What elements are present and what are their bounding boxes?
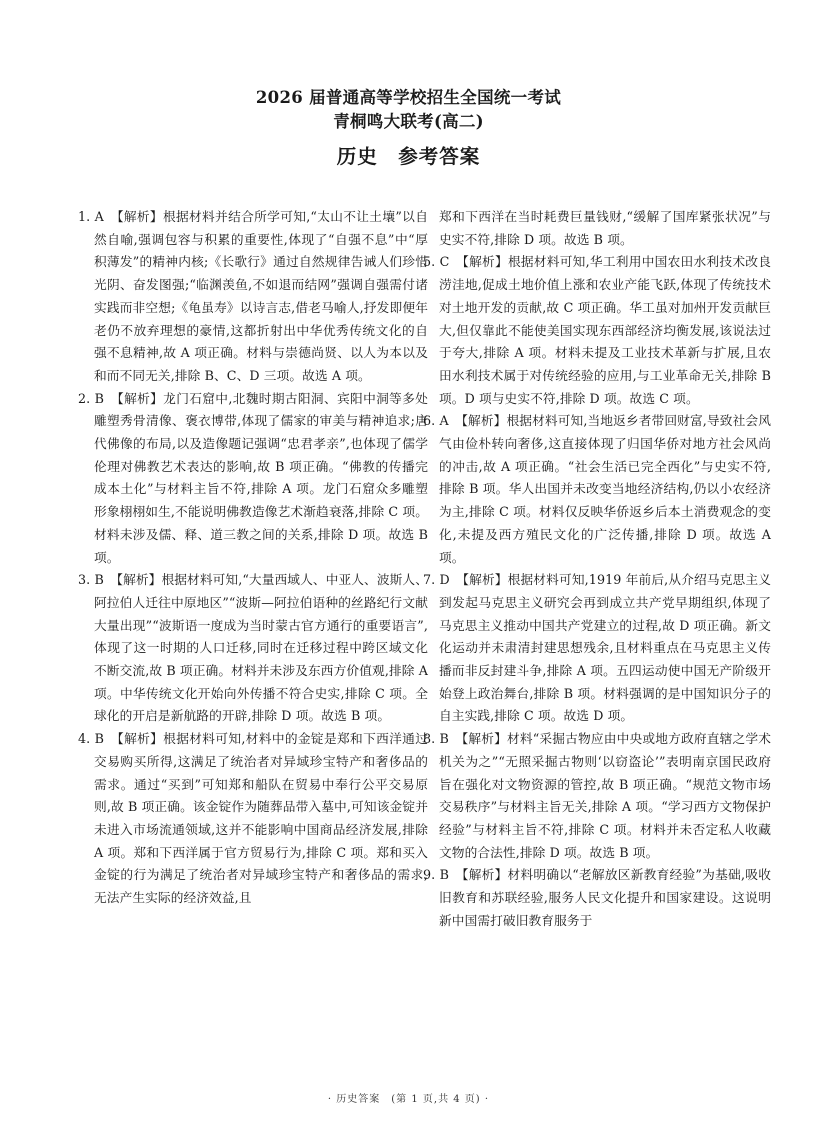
answer-item: 4. B 【解析】根据材料可知,材料中的金锭是郑和下西洋通过交易购买所得,这满足了统治者对异域珍宝特产和奢侈品的需求。通过“买到”可知郑和船队在贸易中奉行公平交易原则,故 B 项正确。该金锭作为随葬品带入墓中,可知该金锭并未进入市场流通领域,这并不能影响中国商品经济发展,排除 A 项。郑和下西洋属于官方贸易行为,排除 C 项。郑和买入金锭的行为满足了统治者对异域珍宝特产和奢侈品的需求,无法产生实际的经济效益,且 [78, 731, 428, 906]
exam-title: 2026 届普通高等学校招生全国统一考试 [255, 88, 562, 107]
answer-item: 郑和下西洋在当时耗费巨量钱财,“缓解了国库紧张状况”与史实不符,排除 D 项。故选 B 项。 [439, 209, 771, 247]
left-column [78, 206, 428, 910]
page-footer: · 历史答案 (第 1 页,共 4 页) · [327, 1094, 490, 1105]
right-column [423, 206, 771, 933]
answer-item: 2. B 【解析】龙门石窟中,北魏时期古阳洞、宾阳中洞等多处雕塑秀骨清像、褒衣博带,体现了儒家的审美与精神追求;唐代佛像的布局,以及造像题记强调“忠君孝亲”,也体现了儒学伦理对佛教艺术表达的影响,故 B 项正确。“佛教的传播完成本土化”与材料主旨不符,排除 A 项。龙门石窟众多雕塑形象栩栩如生,不能说明佛教造像艺术渐趋衰落,排除 C 项。材料未涉及儒、释、道三教之间的关系,排除 D 项。故选 B 项。 [78, 390, 428, 565]
answer-item: 9. B 【解析】材料明确以“老解放区新教育经验”为基础,吸收旧教育和苏联经验,服务人民文化提升和国家建设。这说明新中国需打破旧教育服务于 [423, 867, 771, 928]
answer-item: 1. A 【解析】根据材料并结合所学可知,“太山不让土壤”以自然自喻,强调包容与积累的重要性,体现了“自强不息”中“厚积薄发”的精神内核;《长歌行》通过自然规律告诫人们珍惜光阴、奋发图强;“临渊羡鱼,不如退而结网”强调自强需付诸实践而非空想;《龟虽寿》以诗言志,借老马喻人,抒发即便年老仍不放弃理想的豪情,这都折射出中华优秀传统文化的自强不息精神,故 A 项正确。材料与崇德尚贤、以人为本以及和而不同无关,排除 B、C、D 三项。故选 A 项。 [78, 209, 428, 383]
answer-item: 8. B 【解析】材料“采掘古物应由中央或地方政府直辖之学术机关为之”“无照采掘古物则‘以窃盗论’”表明南京国民政府旨在强化对文物资源的管控,故 B 项正确。“规范文物市场交易秩序”与材料主旨无关,排除 A 项。“学习西方文物保护经验”与材料主旨不符,排除 C 项。材料并未否定私人收藏文物的合法性,排除 D 项。故选 B 项。 [423, 731, 771, 860]
answer-item: 7. D 【解析】根据材料可知,1919 年前后,从介绍马克思主义到发起马克思主义研究会再到成立共产党早期组织,体现了马克思主义推动中国共产党建立的过程,故 D 项正确。新文化运动并未肃清封建思想残余,且材料重点在马克思主义传播而非反封建斗争,排除 A 项。五四运动使中国无产阶级开始登上政治舞台,排除 B 项。材料强调的是中国知识分子的自主实践,排除 C 项。故选 D 项。 [423, 572, 771, 724]
document-header [0, 86, 817, 170]
page-title: 历史 参考答案 [336, 145, 481, 168]
answer-item: 3. B 【解析】根据材料可知,“大量西域人、中亚人、波斯人、阿拉伯人迁往中原地区”“波斯—阿拉伯语种的丝路纪行文献大量出现”“波斯语一度成为当时蒙古官方通行的重要语言”,体现了这一时期的人口迁移,同时在迁移过程中跨区域文化不断交流,故 B 项正确。材料并未涉及东西方价值观,排除 A 项。中华传统文化开始向外传播不符合史实,排除 C 项。全球化的开启是新航路的开辟,排除 D 项。故选 B 项。 [78, 572, 428, 724]
exam-subtitle: 青桐鸣大联考(高二) [333, 112, 484, 131]
answer-item: 6. A 【解析】根据材料可知,当地返乡者带回财富,导致社会风气由俭朴转向奢侈,这直接体现了归国华侨对地方社会风尚的冲击,故 A 项正确。“社会生活已完全西化”与史实不符,排除 B 项。华人出国并未改变当地经济结构,仍以小农经济为主,排除 C 项。材料仅反映华侨返乡后本土消费观念的变化,未提及西方殖民文化的广泛传播,排除 D 项。故选 A 项。 [423, 413, 771, 565]
answer-item: 5. C 【解析】根据材料可知,华工利用中国农田水利技术改良涝洼地,促成土地价值上涨和农业产能飞跃,体现了传统技术对土地开发的贡献,故 C 项正确。华工虽对加州开发贡献巨大,但仅靠此不能使美国实现东西部经济均衡发展,该说法过于夸大,排除 A 项。材料未提及工业技术革新与扩展,且农田水利技术属于对传统经验的应用,与工业革命无关,排除 B 项。D 项与史实不符,排除 D 项。故选 C 项。 [423, 254, 771, 406]
